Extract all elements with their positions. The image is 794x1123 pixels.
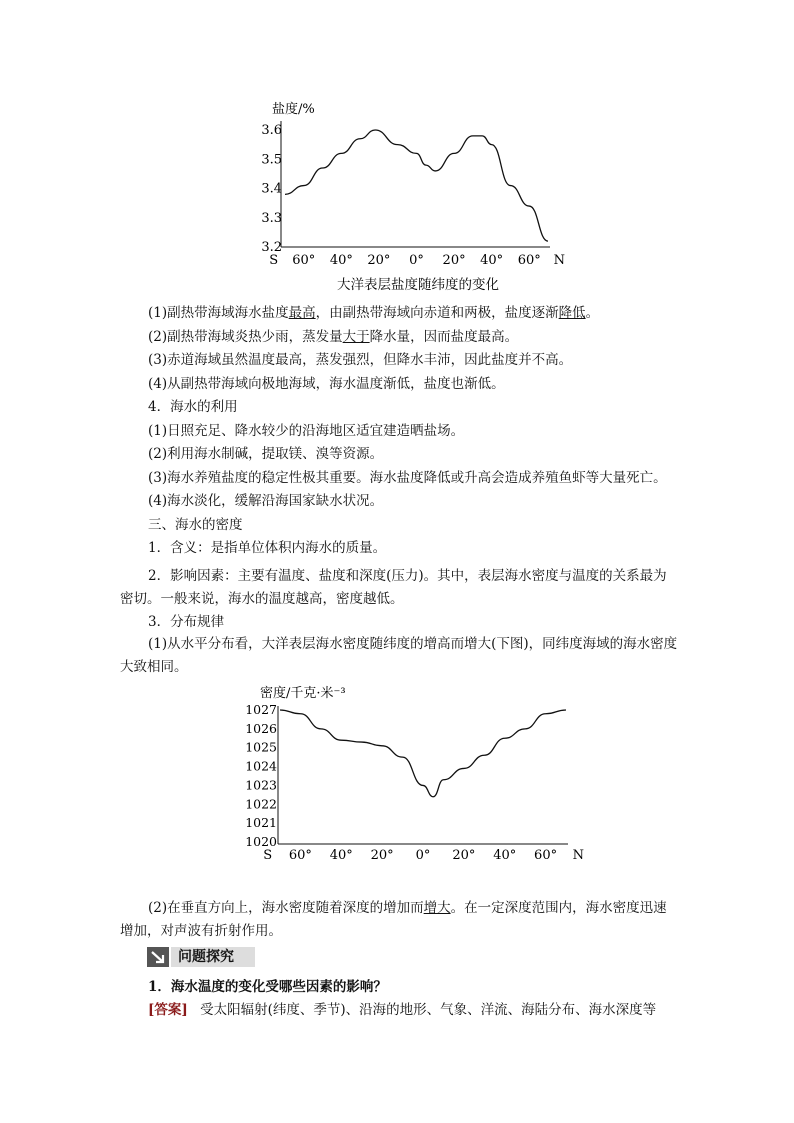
use-point-4: (4)海水淡化，缓解沿海国家缺水状况。 xyxy=(148,493,384,509)
y-tick-label: 1027 xyxy=(245,702,277,717)
salinity-caption: 大洋表层盐度随纬度的变化 xyxy=(337,277,499,293)
x-tick-label: 40° xyxy=(493,848,517,863)
y-tick-label: 3.4 xyxy=(261,181,282,197)
y-tick-label: 1023 xyxy=(245,777,277,793)
use-point-3: (3)海水养殖盐度的稳定性极其重要。海水盐度降低或升高会造成养殖鱼虾等大量死亡。 xyxy=(148,469,667,486)
y-tick-label: 3.2 xyxy=(261,240,282,255)
answer-tag: [答案] xyxy=(148,1002,188,1018)
use-point-1: (1)日照充足、降水较少的沿海地区适宜建造晒盐场。 xyxy=(148,422,465,439)
x-tick-label: 20° xyxy=(442,253,466,268)
density-chart xyxy=(240,680,584,870)
y-tick-label: 1024 xyxy=(245,758,277,774)
y-tick-label: 1022 xyxy=(245,796,277,812)
explore-header: 问题探究 xyxy=(178,949,234,965)
x-tick-label: 20° xyxy=(370,848,394,863)
salinity-ylabel: 盐度/% xyxy=(272,102,315,117)
answer-1: 受太阳辐射(纬度、季节)、沿海的地形、气象、洋流、海陆分布、海水深度等 xyxy=(200,1002,657,1018)
y-tick-label: 1025 xyxy=(245,739,277,755)
y-tick-label: 3.5 xyxy=(261,152,282,168)
y-tick-label: 3.3 xyxy=(261,210,282,226)
density-ylabel: 密度/千克·米⁻³ xyxy=(260,686,346,701)
use-heading: 4．海水的利用 xyxy=(148,399,238,415)
question-1: 1．海水温度的变化受哪些因素的影响？ xyxy=(148,979,387,995)
y-tick-label: 3.6 xyxy=(261,123,282,138)
salinity-point-2: (2)副热带海域炎热少雨，蒸发量大于降水量，因而盐度最高。 xyxy=(148,328,519,345)
density-dist-1: (1)从水平分布看，大洋表层海水密度随纬度的增高而增大(下图)，同纬度海域的海水密度大致相同。 xyxy=(120,636,678,675)
x-tick-label: 0° xyxy=(415,848,431,863)
x-tick-label: 40° xyxy=(329,848,353,863)
x-tick-label: 60° xyxy=(534,848,558,863)
density-factors: 2．影响因素：主要有温度、盐度和深度(压力)。其中，表层海水密度与温度的关系最为密切。一般来说，海水的温度越高，密度越低。 xyxy=(120,568,667,607)
salinity-point-3: (3)赤道海域虽然温度最高，蒸发强烈，但降水丰沛，因此盐度并不高。 xyxy=(148,352,573,368)
use-point-2: (2)利用海水制碱，提取镁、溴等资源。 xyxy=(148,446,384,462)
x-tick-label: 60° xyxy=(292,253,316,268)
answer-1-row xyxy=(148,1000,656,1020)
x-tick-label: 40° xyxy=(480,253,504,268)
salinity-point-1: (1)副热带海域海水盐度最高，由副热带海域向赤道和两极，盐度逐渐降低。 xyxy=(148,305,600,321)
y-tick-label: 1021 xyxy=(245,815,277,831)
y-tick-label: 1026 xyxy=(245,720,277,736)
x-tick-label: 0° xyxy=(409,253,424,268)
density-section-title: 三、海水的密度 xyxy=(148,516,243,533)
x-tick-label: 60° xyxy=(288,848,312,863)
salinity-chart xyxy=(250,95,570,300)
explore-arrow-icon xyxy=(147,947,169,967)
salinity-curve xyxy=(285,130,548,241)
x-tick-label: N xyxy=(553,253,565,268)
density-dist-2: (2)在垂直方向上，海水密度随着深度的增加而增大。在一定深度范围内，海水密度迅速增加，对声波有折射作用。 xyxy=(120,900,667,939)
x-tick-label: N xyxy=(572,848,584,863)
x-tick-label: S xyxy=(263,848,273,863)
x-tick-label: S xyxy=(269,253,279,268)
salinity-point-4: (4)从副热带海域向极地海域，海水温度渐低，盐度也渐低。 xyxy=(148,375,505,392)
density-curve xyxy=(280,710,566,797)
x-tick-label: 40° xyxy=(329,253,353,268)
y-tick-label: 1020 xyxy=(245,834,277,849)
density-definition: 1．含义：是指单位体积内海水的质量。 xyxy=(148,540,387,556)
x-tick-label: 60° xyxy=(517,253,541,268)
density-dist-heading: 3．分布规律 xyxy=(148,614,225,630)
x-tick-label: 20° xyxy=(367,253,391,268)
x-tick-label: 20° xyxy=(452,848,476,863)
